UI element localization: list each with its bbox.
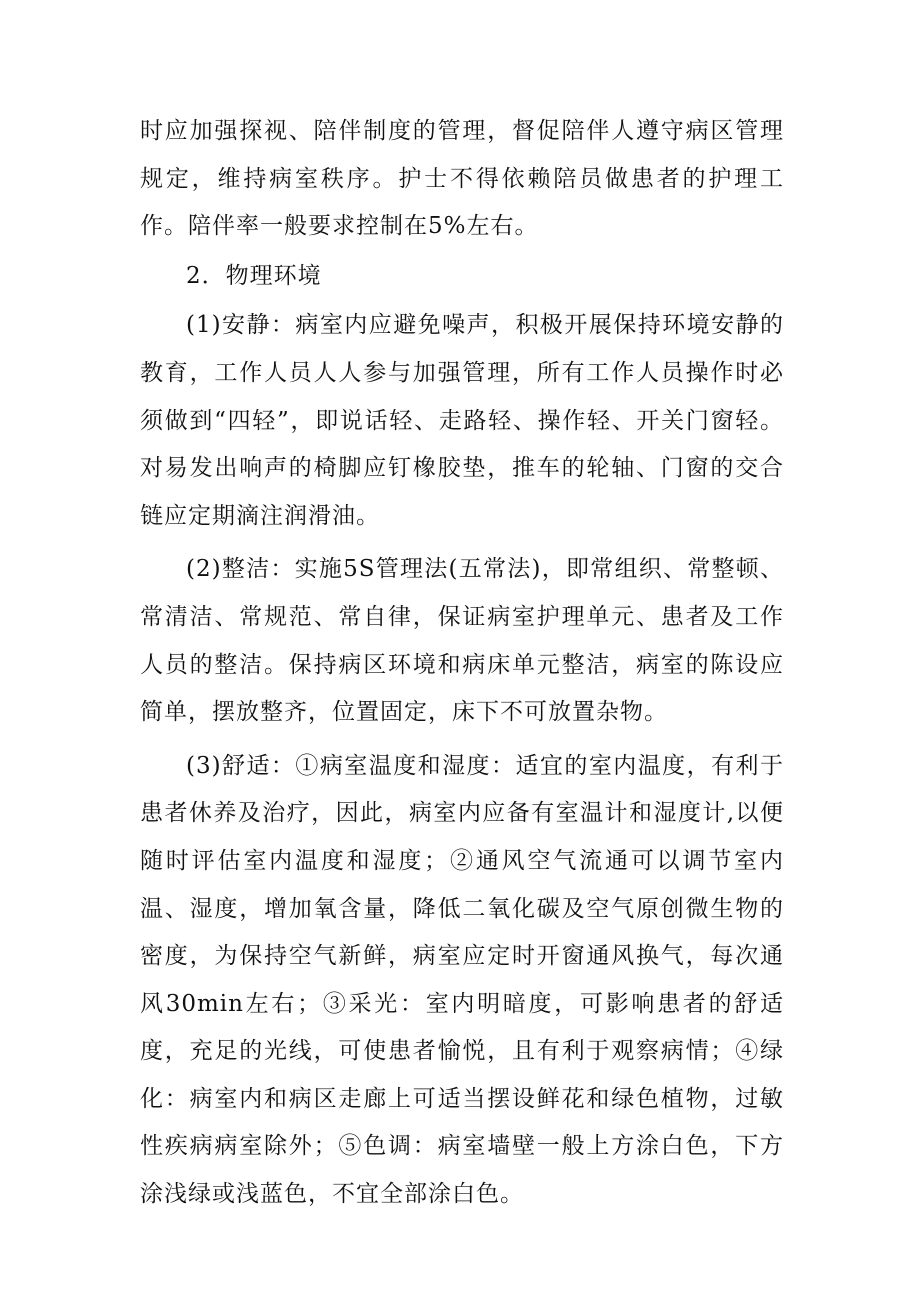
paragraph-quiet: (1)安静：病室内应避免噪声，积极开展保持环境安静的教育，工作人员人人参与加强管理，所有工作人员操作时必须做到“四轻”，即说话轻、走路轻、操作轻、开关门窗轻。对易发出响声的椅脚应钉橡胶垫，推车的轮轴、门窗的交合链应定期滴注润滑油。 <box>140 312 784 529</box>
paragraph-comfort: (3)舒适：①病室温度和湿度：适宜的室内温度，有利于患者休养及治疗，因此，病室内应备有室温计和湿度计,以便随时评估室内温度和湿度；②通风空气流通可以调节室内温、湿度，增加氧含量，降低二氧化碳及空气原创微生物的密度，为保持空气新鲜，病室应定时开窗通风换气，每次通风30min左右；③采光：室内明暗度，可影响患者的舒适度，充足的光线，可使患者愉悦，且有利于观察病情；④绿化：病室内和病区走廊上可适当摆设鲜花和绿色植物，过敏性疾病病室除外；⑤色调：病室墙壁一般上方涂白色，下方涂浅绿或浅蓝色，不宜全部涂白色。 <box>140 752 784 1208</box>
paragraph-continuation: 时应加强探视、陪伴制度的管理，督促陪伴人遵守病区管理规定，维持病室秩序。护士不得依赖陪员做患者的护理工作。陪伴率一般要求控制在5%左右。 <box>140 118 784 240</box>
section-heading-physical-environment: 2．物理环境 <box>186 262 322 289</box>
paragraph-tidy: (2)整洁：实施5S管理法(五常法)，即常组织、常整顿、常清洁、常规范、常自律，保证病室护理单元、患者及工作人员的整洁。保持病区环境和病床单元整洁，病室的陈设应简单，摆放整齐，位置固定，床下不可放置杂物。 <box>140 556 784 726</box>
